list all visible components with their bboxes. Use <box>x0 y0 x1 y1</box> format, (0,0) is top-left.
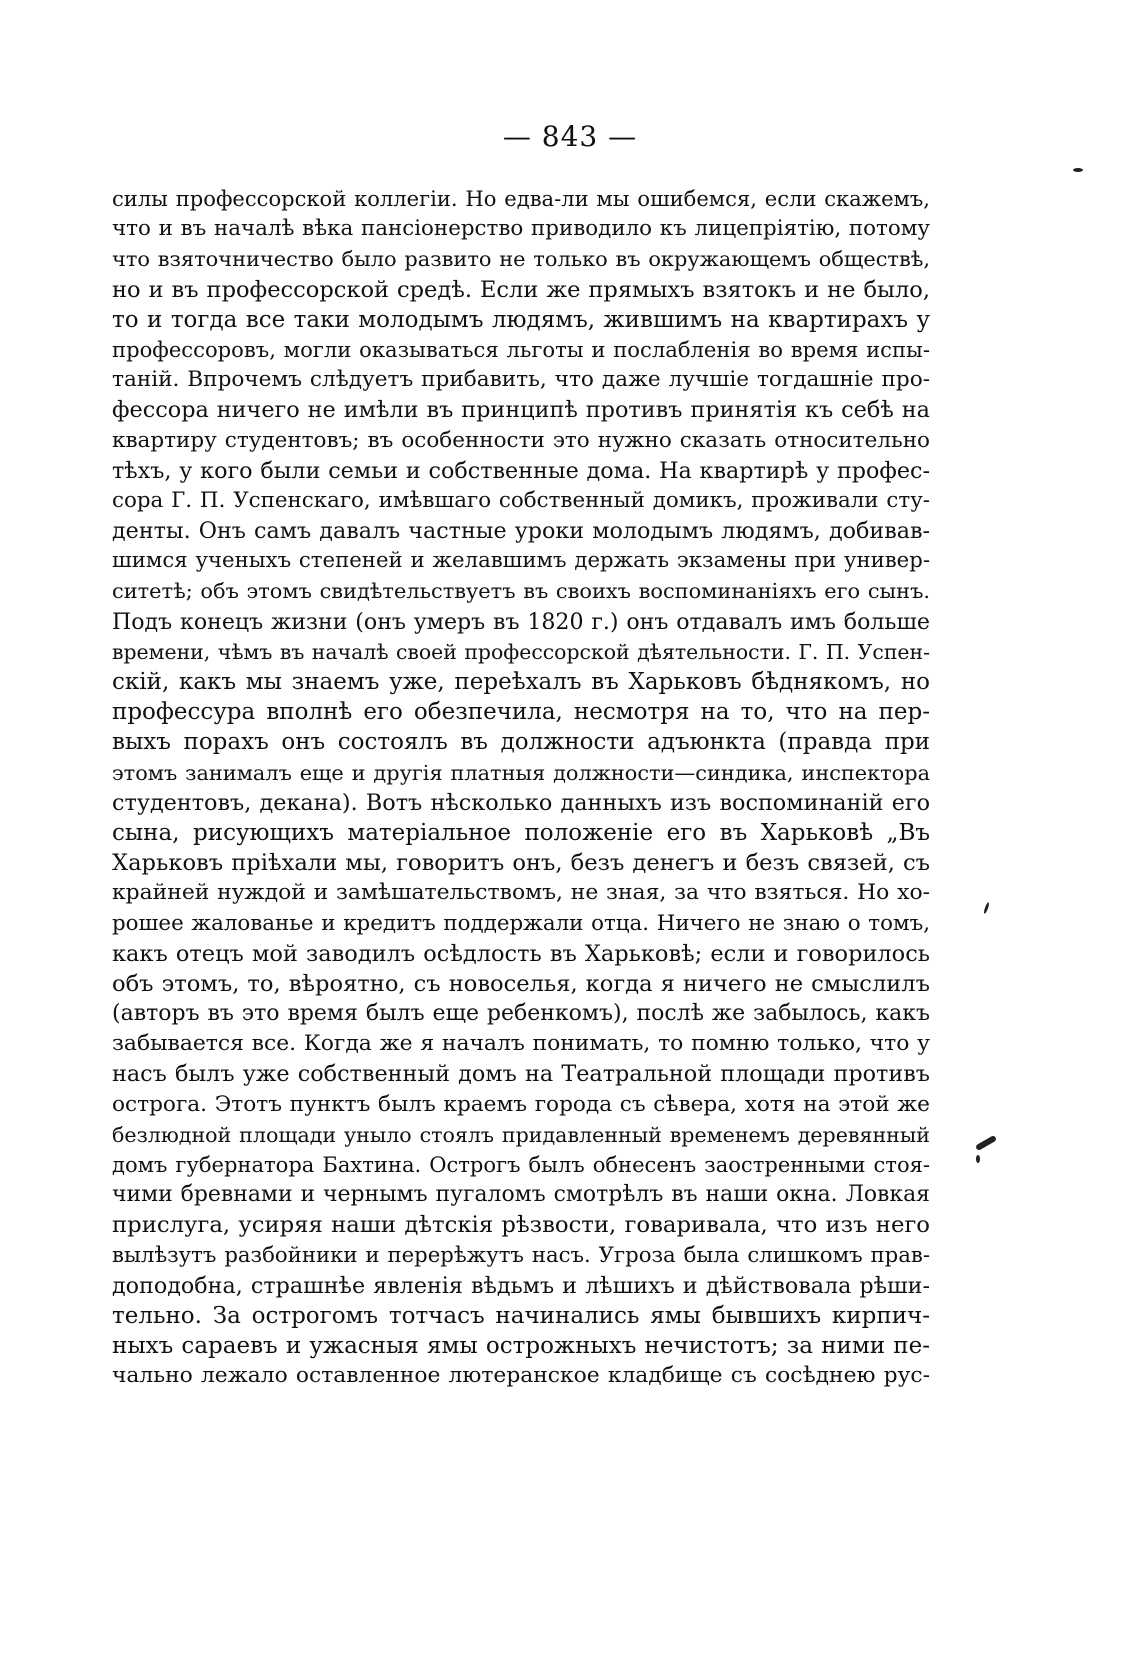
text-line: что и въ началѣ вѣка пансіонерство приводило къ лицепріятію, потому <box>112 216 930 242</box>
text-line: времени, чѣмъ въ началѣ своей профессорской дѣятельности. Г. П. Успен- <box>112 639 930 664</box>
scan-speck <box>975 1135 997 1151</box>
page-number: — 843 — <box>502 120 638 153</box>
text-line: рошее жалованье и кредитъ поддержали отца. Ничего не знаю о томъ, <box>112 910 930 936</box>
scan-speck <box>976 1155 980 1163</box>
text-line: выхъ порахъ онъ состоялъ въ должности адъюнкта (правда при <box>112 729 930 756</box>
text-line: то и тогда все таки молодымъ людямъ, жившимъ на квартирахъ у <box>112 306 930 333</box>
text-line: таній. Впрочемъ слѣдуетъ прибавить, что даже лучшіе тогдашніе про- <box>112 367 930 393</box>
text-line: острога. Этотъ пунктъ былъ краемъ города съ сѣвера, хотя на этой же <box>112 1091 930 1117</box>
text-line: силы профессорской коллегіи. Но едва-ли мы ошибемся, если скажемъ, <box>112 186 930 211</box>
text-line: (авторъ въ это время былъ еще ребенкомъ), послѣ же забылось, какъ <box>112 1001 930 1027</box>
text-line: квартиру студентовъ; въ особенности это нужно сказать относительно <box>112 427 930 453</box>
text-line: забывается все. Когда же я началъ понимать, то помню только, что у <box>112 1031 930 1057</box>
text-line: крайней нуждой и замѣшательствомъ, не зная, за что взяться. Но хо- <box>112 880 930 906</box>
text-line: вылѣзутъ разбойники и перерѣжутъ насъ. Угроза была слишкомъ прав- <box>112 1242 930 1268</box>
text-line: объ этомъ, то, вѣроятно, съ новоселья, когда я ничего не смыслилъ <box>112 970 930 997</box>
text-line: чими бревнами и чернымъ пугаломъ смотрѣлъ въ наши окна. Ловкая <box>112 1182 930 1208</box>
text-line: но и въ профессорской средѣ. Если же прямыхъ взятокъ и не было, <box>112 276 930 303</box>
text-line: какъ отецъ мой заводилъ осѣдлость въ Харьковѣ; если и говорилось <box>112 940 930 967</box>
text-line: домъ губернатора Бахтина. Острогъ былъ обнесенъ заостренными стоя- <box>112 1152 930 1177</box>
text-line: фессора ничего не имѣли въ принципѣ противъ принятія къ себѣ на <box>112 397 930 424</box>
text-line: студентовъ, декана). Вотъ нѣсколько данныхъ изъ воспоминаній его <box>112 789 930 816</box>
text-line: что взяточничество было развито не только въ окружающемъ обществѣ, <box>112 247 930 272</box>
text-line: сына, рисующихъ матеріальное положеніе его въ Харьковѣ „Въ <box>112 819 930 846</box>
body-text <box>112 184 930 1392</box>
text-line: денты. Онъ самъ давалъ частные уроки молодымъ людямъ, добивав- <box>112 518 930 545</box>
text-line: безлюдной площади уныло стоялъ придавленный временемъ деревянный <box>112 1122 930 1147</box>
text-line: сора Г. П. Успенскаго, имѣвшаго собственный домикъ, проживали сту- <box>112 487 930 513</box>
scan-speck <box>983 902 990 914</box>
text-line: ситетѣ; объ этомъ свидѣтельствуетъ въ своихъ воспоминаніяхъ его сынъ. <box>112 579 930 604</box>
text-line: шимся ученыхъ степеней и желавшимъ держать экзамены при универ- <box>112 548 930 574</box>
text-line: Подъ конецъ жизни (онъ умеръ въ 1820 г.) онъ отдавалъ имъ больше <box>112 608 930 635</box>
text-line: Харьковъ пріѣхали мы, говоритъ онъ, безъ денегъ и безъ связей, съ <box>112 850 930 877</box>
text-line: тельно. За острогомъ тотчасъ начинались ямы бывшихъ кирпич- <box>112 1302 930 1329</box>
text-line: скій, какъ мы знаемъ уже, переѣхалъ въ Харьковъ бѣднякомъ, но <box>112 669 930 695</box>
scan-speck <box>1073 168 1083 172</box>
text-line: насъ былъ уже собственный домъ на Театральной площади противъ <box>112 1061 930 1088</box>
text-line: прислуга, усиряя наши дѣтскія рѣзвости, говаривала, что изъ него <box>112 1212 930 1239</box>
text-line: профессоровъ, могли оказываться льготы и послабленія во время испы- <box>112 336 930 362</box>
text-line: тѣхъ, у кого были семьи и собственные дома. На квартирѣ у профес- <box>112 457 930 484</box>
text-line: доподобна, страшнѣе явленія вѣдьмъ и лѣшихъ и дѣйствовала рѣши- <box>112 1272 930 1299</box>
text-line: этомъ занималъ еще и другія платныя должности—синдика, инспектора <box>112 760 930 785</box>
text-line: ныхъ сараевъ и ужасныя ямы острожныхъ нечистотъ; за ними пе- <box>112 1333 930 1360</box>
text-line: чально лежало оставленное лютеранское кладбище съ сосѣднею рус- <box>112 1363 930 1389</box>
text-line: профессура вполнѣ его обезпечила, несмотря на то, что на пер- <box>112 699 930 726</box>
